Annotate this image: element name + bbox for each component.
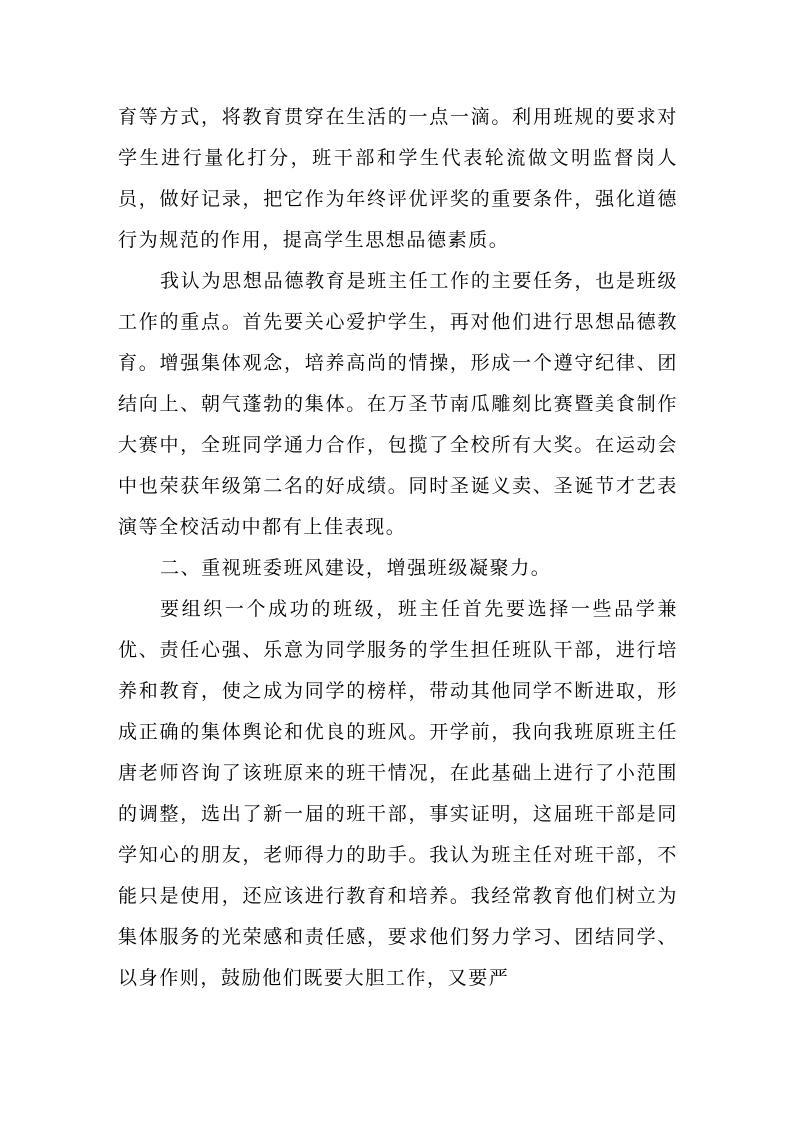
paragraph-2: 我认为思想品德教育是班主任工作的主要任务，也是班级工作的重点。首先要关心爱护学生，再对他们进行思想品德教育。增强集体观念，培养高尚的情操，形成一个遵守纪律、团结向上、朝气蓬勃的集体。在万圣节南瓜雕刻比赛暨美食制作大赛中，全班同学通力合作，包揽了全校所有大奖。在运动会中也荣获年级第二名的好成绩。同时圣诞义卖、圣诞节才艺表演等全校活动中都有上佳表现。 bbox=[118, 270, 678, 538]
paragraph-1: 育等方式，将教育贯穿在生活的一点一滴。利用班规的要求对学生进行量化打分，班干部和学生代表轮流做文明监督岗人员，做好记录，把它作为年终评优评奖的重要条件，强化道德行为规范的作用，提高学生思想品德素质。 bbox=[118, 106, 678, 251]
document-body bbox=[118, 97, 678, 999]
paragraph-3: 要组织一个成功的班级，班主任首先要选择一些品学兼优、责任心强、乐意为同学服务的学生担任班队干部，进行培养和教育，使之成为同学的榜样，带动其他同学不断进取，形成正确的集体舆论和优良的班风。开学前，我向我班原班主任唐老师咨询了该班原来的班干情况，在此基础上进行了小范围的调整，选出了新一届的班干部，事实证明，这届班干部是同学知心的朋友，老师得力的助手。我认为班主任对班干部，不能只是使用，还应该进行教育和培养。我经常教育他们树立为集体服务的光荣感和责任感，要求他们努力学习、团结同学、以身作则，鼓励他们既要大胆工作，又要严 bbox=[118, 598, 678, 989]
section-heading: 二、重视班委班风建设，增强班级凝聚力。 bbox=[160, 557, 552, 579]
